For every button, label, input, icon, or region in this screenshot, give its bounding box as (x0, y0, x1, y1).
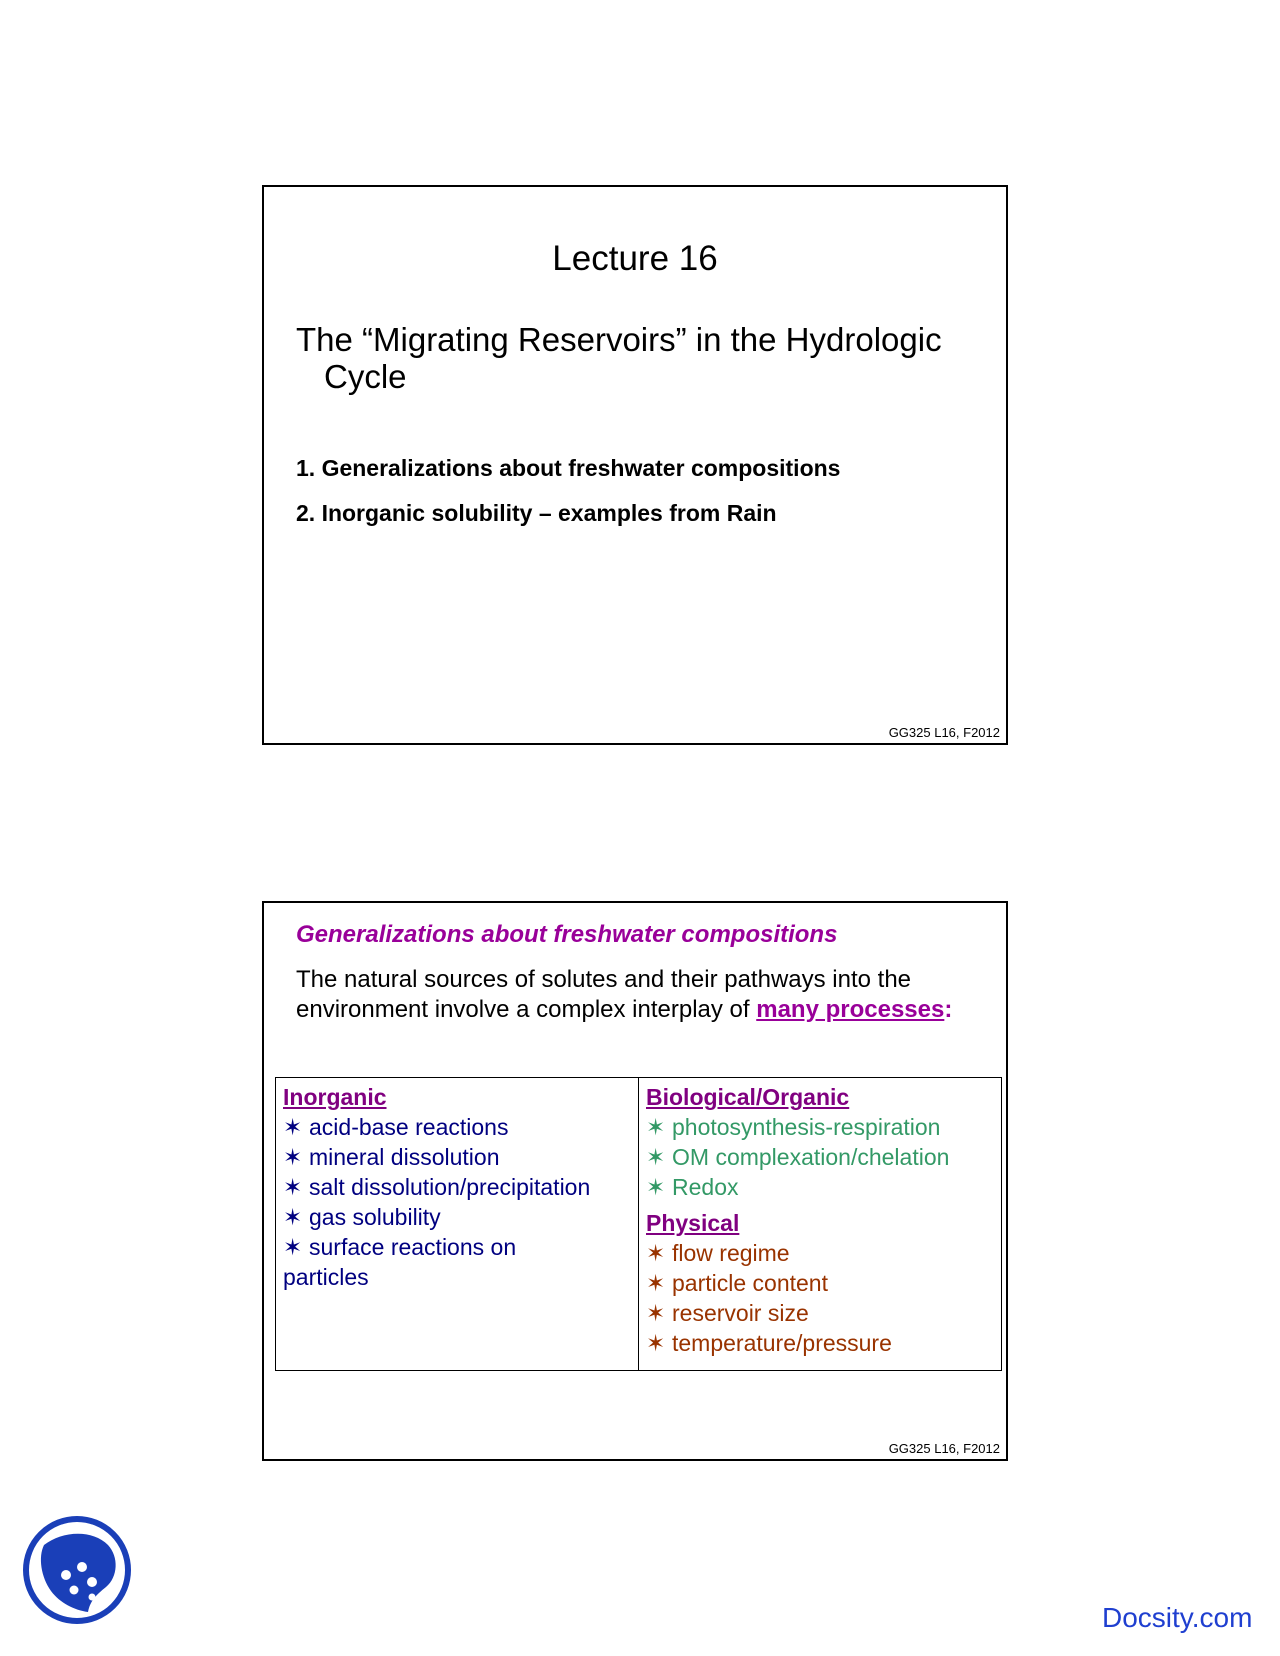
intro-paragraph (296, 965, 986, 1025)
list-item (283, 1142, 638, 1172)
list-item (283, 1202, 638, 1232)
list-item-text: reservoir size (672, 1300, 809, 1326)
star-bullet-icon: ✶ (646, 1240, 666, 1266)
slide-footer: GG325 L16, F2012 (888, 1441, 1000, 1456)
star-bullet-icon: ✶ (283, 1114, 303, 1140)
list-item-text: acid-base reactions (309, 1114, 509, 1140)
inorganic-heading: Inorganic (283, 1084, 387, 1110)
biological-heading: Biological/Organic (646, 1084, 850, 1110)
list-item (283, 1172, 638, 1202)
list-item-text: mineral dissolution (309, 1144, 500, 1170)
intro-line-2-text: environment involve a complex interplay of (296, 996, 757, 1023)
list-item-text: surface reactions on (309, 1234, 517, 1260)
slide-footer: GG325 L16, F2012 (888, 725, 1000, 740)
list-item-text: flow regime (672, 1240, 790, 1266)
star-bullet-icon: ✶ (646, 1114, 666, 1140)
list-item-continuation: particles (283, 1264, 369, 1290)
slide-heading: Generalizations about freshwater compositions (296, 921, 838, 948)
list-item-text: salt dissolution/precipitation (309, 1174, 591, 1200)
list-item (646, 1112, 1001, 1142)
star-bullet-icon: ✶ (283, 1174, 303, 1200)
intro-line-1: The natural sources of solutes and their pathways into the (296, 966, 912, 993)
list-item-text: temperature/pressure (672, 1330, 892, 1356)
list-item (646, 1238, 1001, 1268)
list-item (283, 1232, 638, 1262)
list-item (646, 1142, 1001, 1172)
list-item (283, 1112, 638, 1142)
list-item (646, 1268, 1001, 1298)
outline-item-2: 2. Inorganic solubility – examples from Rain (296, 500, 777, 526)
subtitle-line-2: Cycle (324, 358, 407, 395)
list-item-text: OM complexation/chelation (672, 1144, 950, 1170)
docsity-logo-icon (22, 1515, 132, 1625)
inorganic-column (276, 1078, 639, 1370)
slide-2 (262, 901, 1008, 1461)
biological-physical-column (639, 1078, 1001, 1370)
star-bullet-icon: ✶ (646, 1330, 666, 1356)
star-bullet-icon: ✶ (646, 1144, 666, 1170)
star-bullet-icon: ✶ (283, 1144, 303, 1170)
slide-subtitle (296, 321, 976, 395)
slide-1 (262, 185, 1008, 745)
list-item-text: Redox (672, 1174, 739, 1200)
intro-colon: : (944, 996, 953, 1023)
list-item (646, 1328, 1001, 1358)
physical-heading: Physical (646, 1210, 740, 1236)
list-item-text: gas solubility (309, 1204, 441, 1230)
docsity-brand-link[interactable]: Docsity.com (1102, 1602, 1253, 1633)
process-table (275, 1077, 1002, 1371)
list-item-text: particle content (672, 1270, 828, 1296)
subtitle-line-1: The “Migrating Reservoirs” in the Hydrologic (296, 321, 942, 358)
star-bullet-icon: ✶ (283, 1204, 303, 1230)
list-item (646, 1172, 1001, 1202)
list-item-text: photosynthesis-respiration (672, 1114, 941, 1140)
star-bullet-icon: ✶ (646, 1270, 666, 1296)
intro-line-2 (296, 995, 986, 1025)
star-bullet-icon: ✶ (646, 1174, 666, 1200)
intro-highlight: many processes (756, 996, 945, 1023)
list-item (646, 1298, 1001, 1328)
outline-item-1: 1. Generalizations about freshwater compositions (296, 455, 841, 481)
star-bullet-icon: ✶ (646, 1300, 666, 1326)
slide-title: Lecture 16 (552, 239, 718, 278)
star-bullet-icon: ✶ (283, 1234, 303, 1260)
